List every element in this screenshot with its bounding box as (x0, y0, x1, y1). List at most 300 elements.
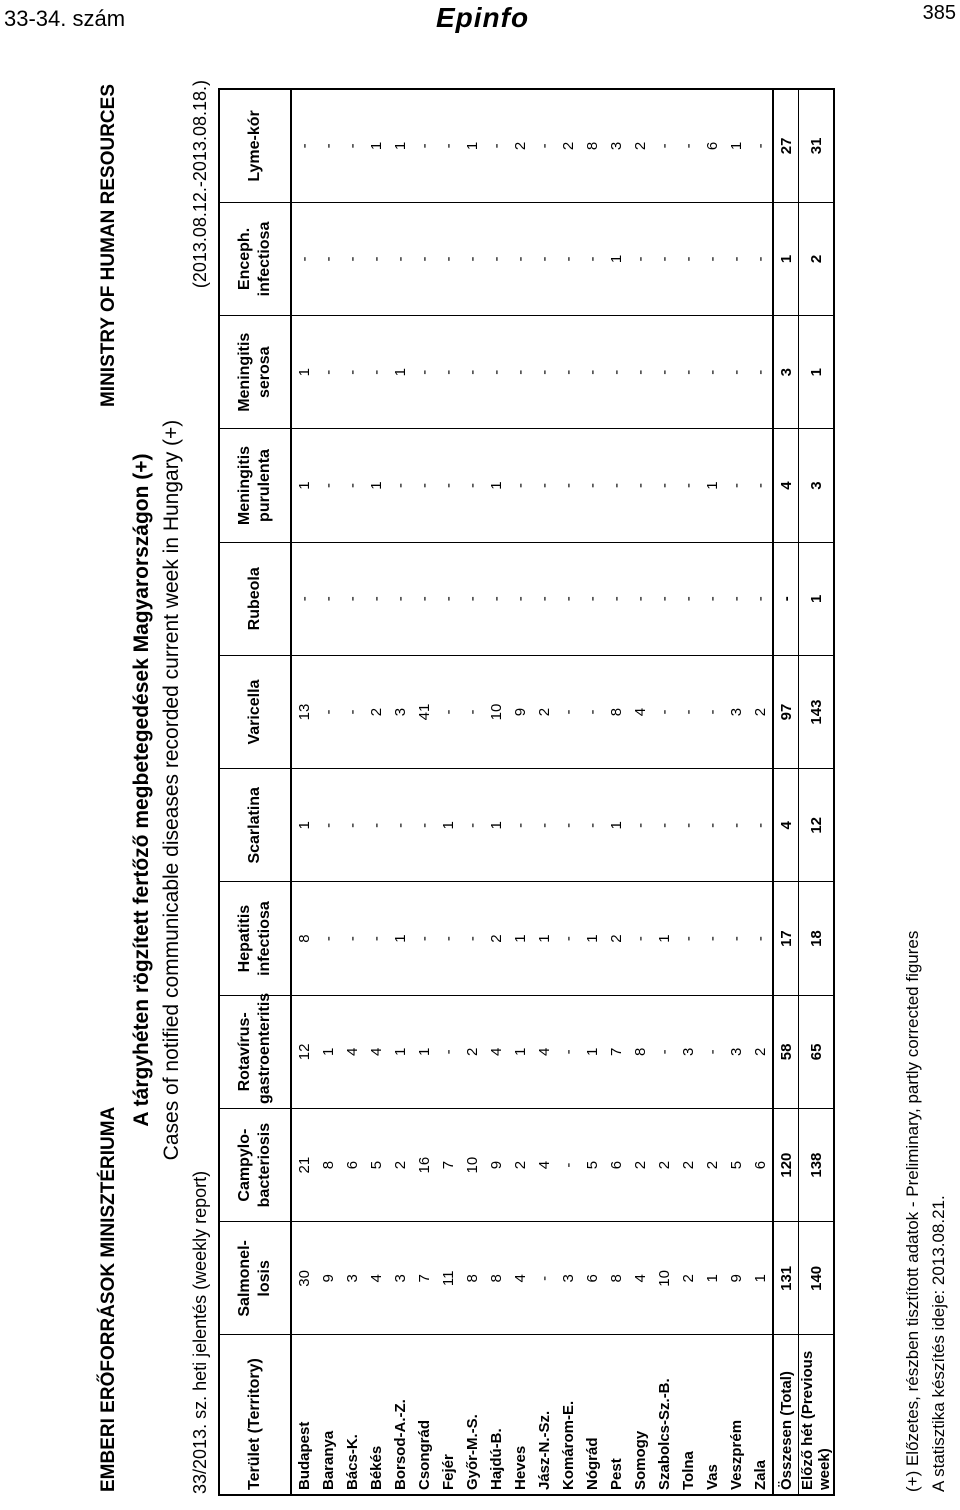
territory-name: Összesen (Total) (773, 1335, 799, 1495)
case-count: 6 (700, 89, 724, 202)
case-count: 1 (580, 882, 604, 995)
case-count: - (316, 542, 340, 655)
case-count: - (316, 316, 340, 429)
territory-name: Fejér (436, 1335, 460, 1495)
case-count: - (436, 995, 460, 1108)
case-count: - (773, 542, 799, 655)
case-count: 1 (412, 995, 436, 1108)
case-count: - (508, 429, 532, 542)
case-count: - (291, 542, 316, 655)
case-count: - (532, 542, 556, 655)
case-count: 1 (799, 542, 835, 655)
case-count: - (532, 316, 556, 429)
case-count: 8 (460, 1222, 484, 1335)
case-count: 3 (340, 1222, 364, 1335)
case-count: 6 (340, 1108, 364, 1221)
col-header: Campylo-bacteriosis (219, 1108, 291, 1221)
previous-week-row (799, 89, 835, 1495)
case-count: - (700, 995, 724, 1108)
case-count: 1 (364, 89, 388, 202)
table-header-row (219, 89, 291, 1495)
case-count: - (532, 1222, 556, 1335)
col-header: Meningitis serosa (219, 316, 291, 429)
case-count: - (364, 769, 388, 882)
territory-name: Heves (508, 1335, 532, 1495)
case-count: 2 (748, 995, 773, 1108)
case-count: - (700, 316, 724, 429)
table-row (436, 89, 460, 1495)
table-row (388, 89, 412, 1495)
case-count: - (724, 882, 748, 995)
table-row (412, 89, 436, 1495)
case-count: - (412, 769, 436, 882)
case-count: 1 (700, 1222, 724, 1335)
table-row (652, 89, 676, 1495)
case-count: - (436, 429, 460, 542)
case-count: 5 (364, 1108, 388, 1221)
case-count: - (700, 882, 724, 995)
territory-name: Bács-K. (340, 1335, 364, 1495)
case-count: 13 (291, 655, 316, 768)
case-count: - (460, 316, 484, 429)
case-count: - (652, 769, 676, 882)
case-count: 16 (412, 1108, 436, 1221)
table-row (556, 89, 580, 1495)
case-count: 4 (364, 1222, 388, 1335)
case-count: 10 (652, 1222, 676, 1335)
territory-name: Békés (364, 1335, 388, 1495)
case-count: - (340, 655, 364, 768)
case-count: 1 (604, 202, 628, 315)
case-count: 3 (799, 429, 835, 542)
col-header: Lyme-kór (219, 89, 291, 202)
case-count: - (436, 202, 460, 315)
case-count: - (748, 89, 773, 202)
cases-table (218, 88, 835, 1496)
case-count: 1 (291, 316, 316, 429)
case-count: - (436, 655, 460, 768)
case-count: - (436, 542, 460, 655)
case-count: 1 (484, 429, 508, 542)
case-count: - (556, 202, 580, 315)
case-count: 8 (484, 1222, 508, 1335)
case-count: 3 (724, 995, 748, 1108)
case-count: - (412, 202, 436, 315)
case-count: 1 (773, 202, 799, 315)
case-count: 8 (604, 655, 628, 768)
case-count: - (652, 316, 676, 429)
issue-number: 33-34. szám (4, 6, 126, 31)
case-count: - (532, 89, 556, 202)
case-count: 18 (799, 882, 835, 995)
case-count: 9 (508, 655, 532, 768)
case-count: - (676, 89, 700, 202)
case-count: 6 (748, 1108, 773, 1221)
case-count: - (748, 769, 773, 882)
case-count: 1 (388, 882, 412, 995)
case-count: - (484, 316, 508, 429)
territory-name: Jász-N.-Sz. (532, 1335, 556, 1495)
case-count: - (724, 429, 748, 542)
case-count: - (412, 882, 436, 995)
case-count: - (316, 769, 340, 882)
case-count: 2 (748, 655, 773, 768)
case-count: - (724, 202, 748, 315)
territory-name: Győr-M.-S. (460, 1335, 484, 1495)
case-count: - (556, 542, 580, 655)
territory-name: Hajdú-B. (484, 1335, 508, 1495)
col-header: Rotavírus-gastroenteritis (219, 995, 291, 1108)
case-count: 2 (652, 1108, 676, 1221)
report-title-hu: A tárgyhéten rögzített fertőző megbetegedések Magyarországon (+) (130, 453, 153, 1127)
case-count: 58 (773, 995, 799, 1108)
col-header: Enceph. infectiosa (219, 202, 291, 315)
case-count: 2 (388, 1108, 412, 1221)
preliminary-note: (+) Előzetes, részben tisztított adatok - Preliminary, partly corrected figures (903, 930, 922, 1492)
case-count: - (652, 542, 676, 655)
case-count: - (460, 202, 484, 315)
case-count: - (724, 316, 748, 429)
case-count: - (676, 316, 700, 429)
table-row (700, 89, 724, 1495)
case-count: 21 (291, 1108, 316, 1221)
case-count: - (628, 542, 652, 655)
case-count: 9 (724, 1222, 748, 1335)
case-count: - (508, 542, 532, 655)
territory-name: Budapest (291, 1335, 316, 1495)
case-count: 3 (676, 995, 700, 1108)
case-count: - (316, 655, 340, 768)
case-count: - (604, 316, 628, 429)
case-count: 8 (604, 1222, 628, 1335)
case-count: - (460, 769, 484, 882)
case-count: - (580, 542, 604, 655)
case-count: 3 (388, 1222, 412, 1335)
case-count: 7 (412, 1222, 436, 1335)
case-count: 4 (532, 1108, 556, 1221)
case-count: 2 (799, 202, 835, 315)
case-count: - (748, 202, 773, 315)
case-count: - (628, 882, 652, 995)
territory-name: Vas (700, 1335, 724, 1495)
col-header: Hepatitis infectiosa (219, 882, 291, 995)
territory-name: Előző hét (Previous week) (799, 1335, 835, 1495)
ministry-row (90, 80, 130, 1500)
case-count: - (628, 316, 652, 429)
case-count: 1 (291, 429, 316, 542)
case-count: - (388, 769, 412, 882)
territory-name: Zala (748, 1335, 773, 1495)
case-count: - (556, 1108, 580, 1221)
case-count: - (580, 769, 604, 882)
case-count: - (388, 202, 412, 315)
case-count: - (580, 429, 604, 542)
case-count: 1 (652, 882, 676, 995)
case-count: - (724, 769, 748, 882)
table-row (316, 89, 340, 1495)
territory-name: Nógrád (580, 1335, 604, 1495)
case-count: 1 (748, 1222, 773, 1335)
case-count: - (364, 542, 388, 655)
case-count: 1 (580, 995, 604, 1108)
case-count: - (460, 655, 484, 768)
ministry-name-hu: EMBERI ERŐFORRÁSOK MINISZTÉRIUMA (98, 1106, 119, 1492)
col-header: Meningitis purulenta (219, 429, 291, 542)
case-count: 6 (604, 1108, 628, 1221)
case-count: 8 (291, 882, 316, 995)
table-row (460, 89, 484, 1495)
page-header (0, 0, 960, 40)
case-count: - (340, 882, 364, 995)
case-count: 3 (724, 655, 748, 768)
case-count: 1 (484, 769, 508, 882)
case-count: 1 (799, 316, 835, 429)
case-count: - (316, 89, 340, 202)
case-count: - (628, 769, 652, 882)
territory-name: Csongrád (412, 1335, 436, 1495)
case-count: - (364, 202, 388, 315)
case-count: 2 (628, 1108, 652, 1221)
territory-name: Veszprém (724, 1335, 748, 1495)
table-row (676, 89, 700, 1495)
total-row (773, 89, 799, 1495)
case-count: - (532, 429, 556, 542)
case-count: - (580, 202, 604, 315)
case-count: 3 (604, 89, 628, 202)
case-count: - (700, 202, 724, 315)
case-count: 11 (436, 1222, 460, 1335)
case-count: 4 (628, 1222, 652, 1335)
table-row (508, 89, 532, 1495)
report-period: (2013.08.12.-2013.08.18.) (190, 80, 210, 289)
case-count: 4 (773, 429, 799, 542)
case-count: 8 (628, 995, 652, 1108)
territory-name: Borsod-A.-Z. (388, 1335, 412, 1495)
case-count: - (604, 542, 628, 655)
case-count: - (652, 202, 676, 315)
case-count: 6 (580, 1222, 604, 1335)
journal-logo: Epinfo (436, 2, 530, 33)
table-row (532, 89, 556, 1495)
case-count: 9 (484, 1108, 508, 1221)
case-count: - (748, 316, 773, 429)
case-count: - (388, 429, 412, 542)
case-count: 1 (724, 89, 748, 202)
case-count: 2 (508, 1108, 532, 1221)
case-count: - (748, 429, 773, 542)
case-count: 5 (724, 1108, 748, 1221)
rotated-report-page (90, 80, 950, 1500)
case-count: - (532, 769, 556, 882)
case-count: 4 (508, 1222, 532, 1335)
case-count: - (508, 769, 532, 882)
case-count: 1 (508, 995, 532, 1108)
case-count: 97 (773, 655, 799, 768)
case-count: - (652, 655, 676, 768)
case-count: - (652, 89, 676, 202)
case-count: 1 (604, 769, 628, 882)
case-count: 1 (316, 995, 340, 1108)
case-count: - (340, 542, 364, 655)
case-count: 138 (799, 1108, 835, 1221)
case-count: 1 (436, 769, 460, 882)
case-count: 3 (556, 1222, 580, 1335)
case-count: 7 (604, 995, 628, 1108)
case-count: - (676, 769, 700, 882)
case-count: - (484, 89, 508, 202)
case-count: 1 (388, 316, 412, 429)
case-count: 4 (628, 655, 652, 768)
case-count: 1 (364, 429, 388, 542)
footnotes (900, 931, 952, 1492)
case-count: 1 (700, 429, 724, 542)
case-count: 1 (388, 89, 412, 202)
case-count: - (748, 542, 773, 655)
case-count: 3 (388, 655, 412, 768)
case-count: - (291, 89, 316, 202)
case-count: 2 (676, 1108, 700, 1221)
case-count: 2 (460, 995, 484, 1108)
case-count: - (412, 542, 436, 655)
case-count: - (316, 429, 340, 542)
case-count: - (388, 542, 412, 655)
case-count: 31 (799, 89, 835, 202)
table-row (580, 89, 604, 1495)
table-row (484, 89, 508, 1495)
case-count: - (556, 882, 580, 995)
report-title-en: Cases of notified communicable diseases recorded current week in Hungary (+) (160, 419, 183, 1161)
case-count: - (556, 655, 580, 768)
case-count: 4 (532, 995, 556, 1108)
case-count: - (484, 202, 508, 315)
case-count: - (291, 202, 316, 315)
case-count: 3 (773, 316, 799, 429)
case-count: - (340, 316, 364, 429)
case-count: 27 (773, 89, 799, 202)
case-count: - (508, 202, 532, 315)
col-header: Varicella (219, 655, 291, 768)
case-count: - (316, 202, 340, 315)
case-count: 4 (340, 995, 364, 1108)
territory-name: Komárom-E. (556, 1335, 580, 1495)
case-count: - (316, 882, 340, 995)
case-count: 2 (532, 655, 556, 768)
case-count: - (628, 202, 652, 315)
case-count: 1 (291, 769, 316, 882)
territory-name: Pest (604, 1335, 628, 1495)
case-count: - (436, 316, 460, 429)
case-count: - (580, 655, 604, 768)
case-count: 4 (773, 769, 799, 882)
table-row (291, 89, 316, 1495)
territory-name: Szabolcs-Sz.-B. (652, 1335, 676, 1495)
case-count: 12 (799, 769, 835, 882)
territory-name: Somogy (628, 1335, 652, 1495)
case-count: - (628, 429, 652, 542)
case-count: - (460, 429, 484, 542)
case-count: 2 (676, 1222, 700, 1335)
case-count: - (556, 429, 580, 542)
case-count: 2 (508, 89, 532, 202)
case-count: - (724, 542, 748, 655)
case-count: 30 (291, 1222, 316, 1335)
case-count: - (436, 882, 460, 995)
case-count: - (412, 429, 436, 542)
case-count: - (556, 769, 580, 882)
case-count: 8 (316, 1108, 340, 1221)
case-count: - (700, 542, 724, 655)
table-row (724, 89, 748, 1495)
case-count: 5 (580, 1108, 604, 1221)
case-count: - (412, 316, 436, 429)
table-row (628, 89, 652, 1495)
case-count: - (676, 655, 700, 768)
report-number: 33/2013. sz. heti jelentés (weekly report) (190, 1170, 210, 1494)
case-count: - (508, 316, 532, 429)
case-count: 143 (799, 655, 835, 768)
case-count: - (676, 202, 700, 315)
case-count: 2 (628, 89, 652, 202)
table-row (340, 89, 364, 1495)
ministry-name-en: MINISTRY OF HUMAN RESOURCES (98, 84, 119, 408)
case-count: 1 (388, 995, 412, 1108)
case-count: - (364, 316, 388, 429)
report-info (190, 80, 214, 1500)
case-count: 2 (604, 882, 628, 995)
case-count: 120 (773, 1108, 799, 1221)
table-row (604, 89, 628, 1495)
case-count: 17 (773, 882, 799, 995)
case-count: - (436, 89, 460, 202)
case-count: - (484, 542, 508, 655)
col-header: Scarlatina (219, 769, 291, 882)
case-count: 65 (799, 995, 835, 1108)
table-row (364, 89, 388, 1495)
case-count: 1 (532, 882, 556, 995)
case-count: - (340, 202, 364, 315)
case-count: - (676, 429, 700, 542)
case-count: - (340, 429, 364, 542)
case-count: - (700, 655, 724, 768)
col-header: Terület (Territory) (219, 1335, 291, 1495)
case-count: - (412, 89, 436, 202)
case-count: 2 (556, 89, 580, 202)
case-count: - (652, 995, 676, 1108)
case-count: - (748, 882, 773, 995)
col-header: Rubeola (219, 542, 291, 655)
territory-name: Baranya (316, 1335, 340, 1495)
case-count: 9 (316, 1222, 340, 1335)
table-row (748, 89, 773, 1495)
case-count: - (604, 429, 628, 542)
case-count: 7 (436, 1108, 460, 1221)
case-count: 4 (484, 995, 508, 1108)
case-count: - (676, 882, 700, 995)
case-count: - (700, 769, 724, 882)
case-count: - (676, 542, 700, 655)
case-count: - (340, 89, 364, 202)
case-count: - (652, 429, 676, 542)
case-count: 2 (700, 1108, 724, 1221)
case-count: - (460, 882, 484, 995)
case-count: - (364, 882, 388, 995)
case-count: - (580, 316, 604, 429)
case-count: - (556, 995, 580, 1108)
case-count: 2 (364, 655, 388, 768)
case-count: 4 (364, 995, 388, 1108)
case-count: - (556, 316, 580, 429)
case-count: 8 (580, 89, 604, 202)
